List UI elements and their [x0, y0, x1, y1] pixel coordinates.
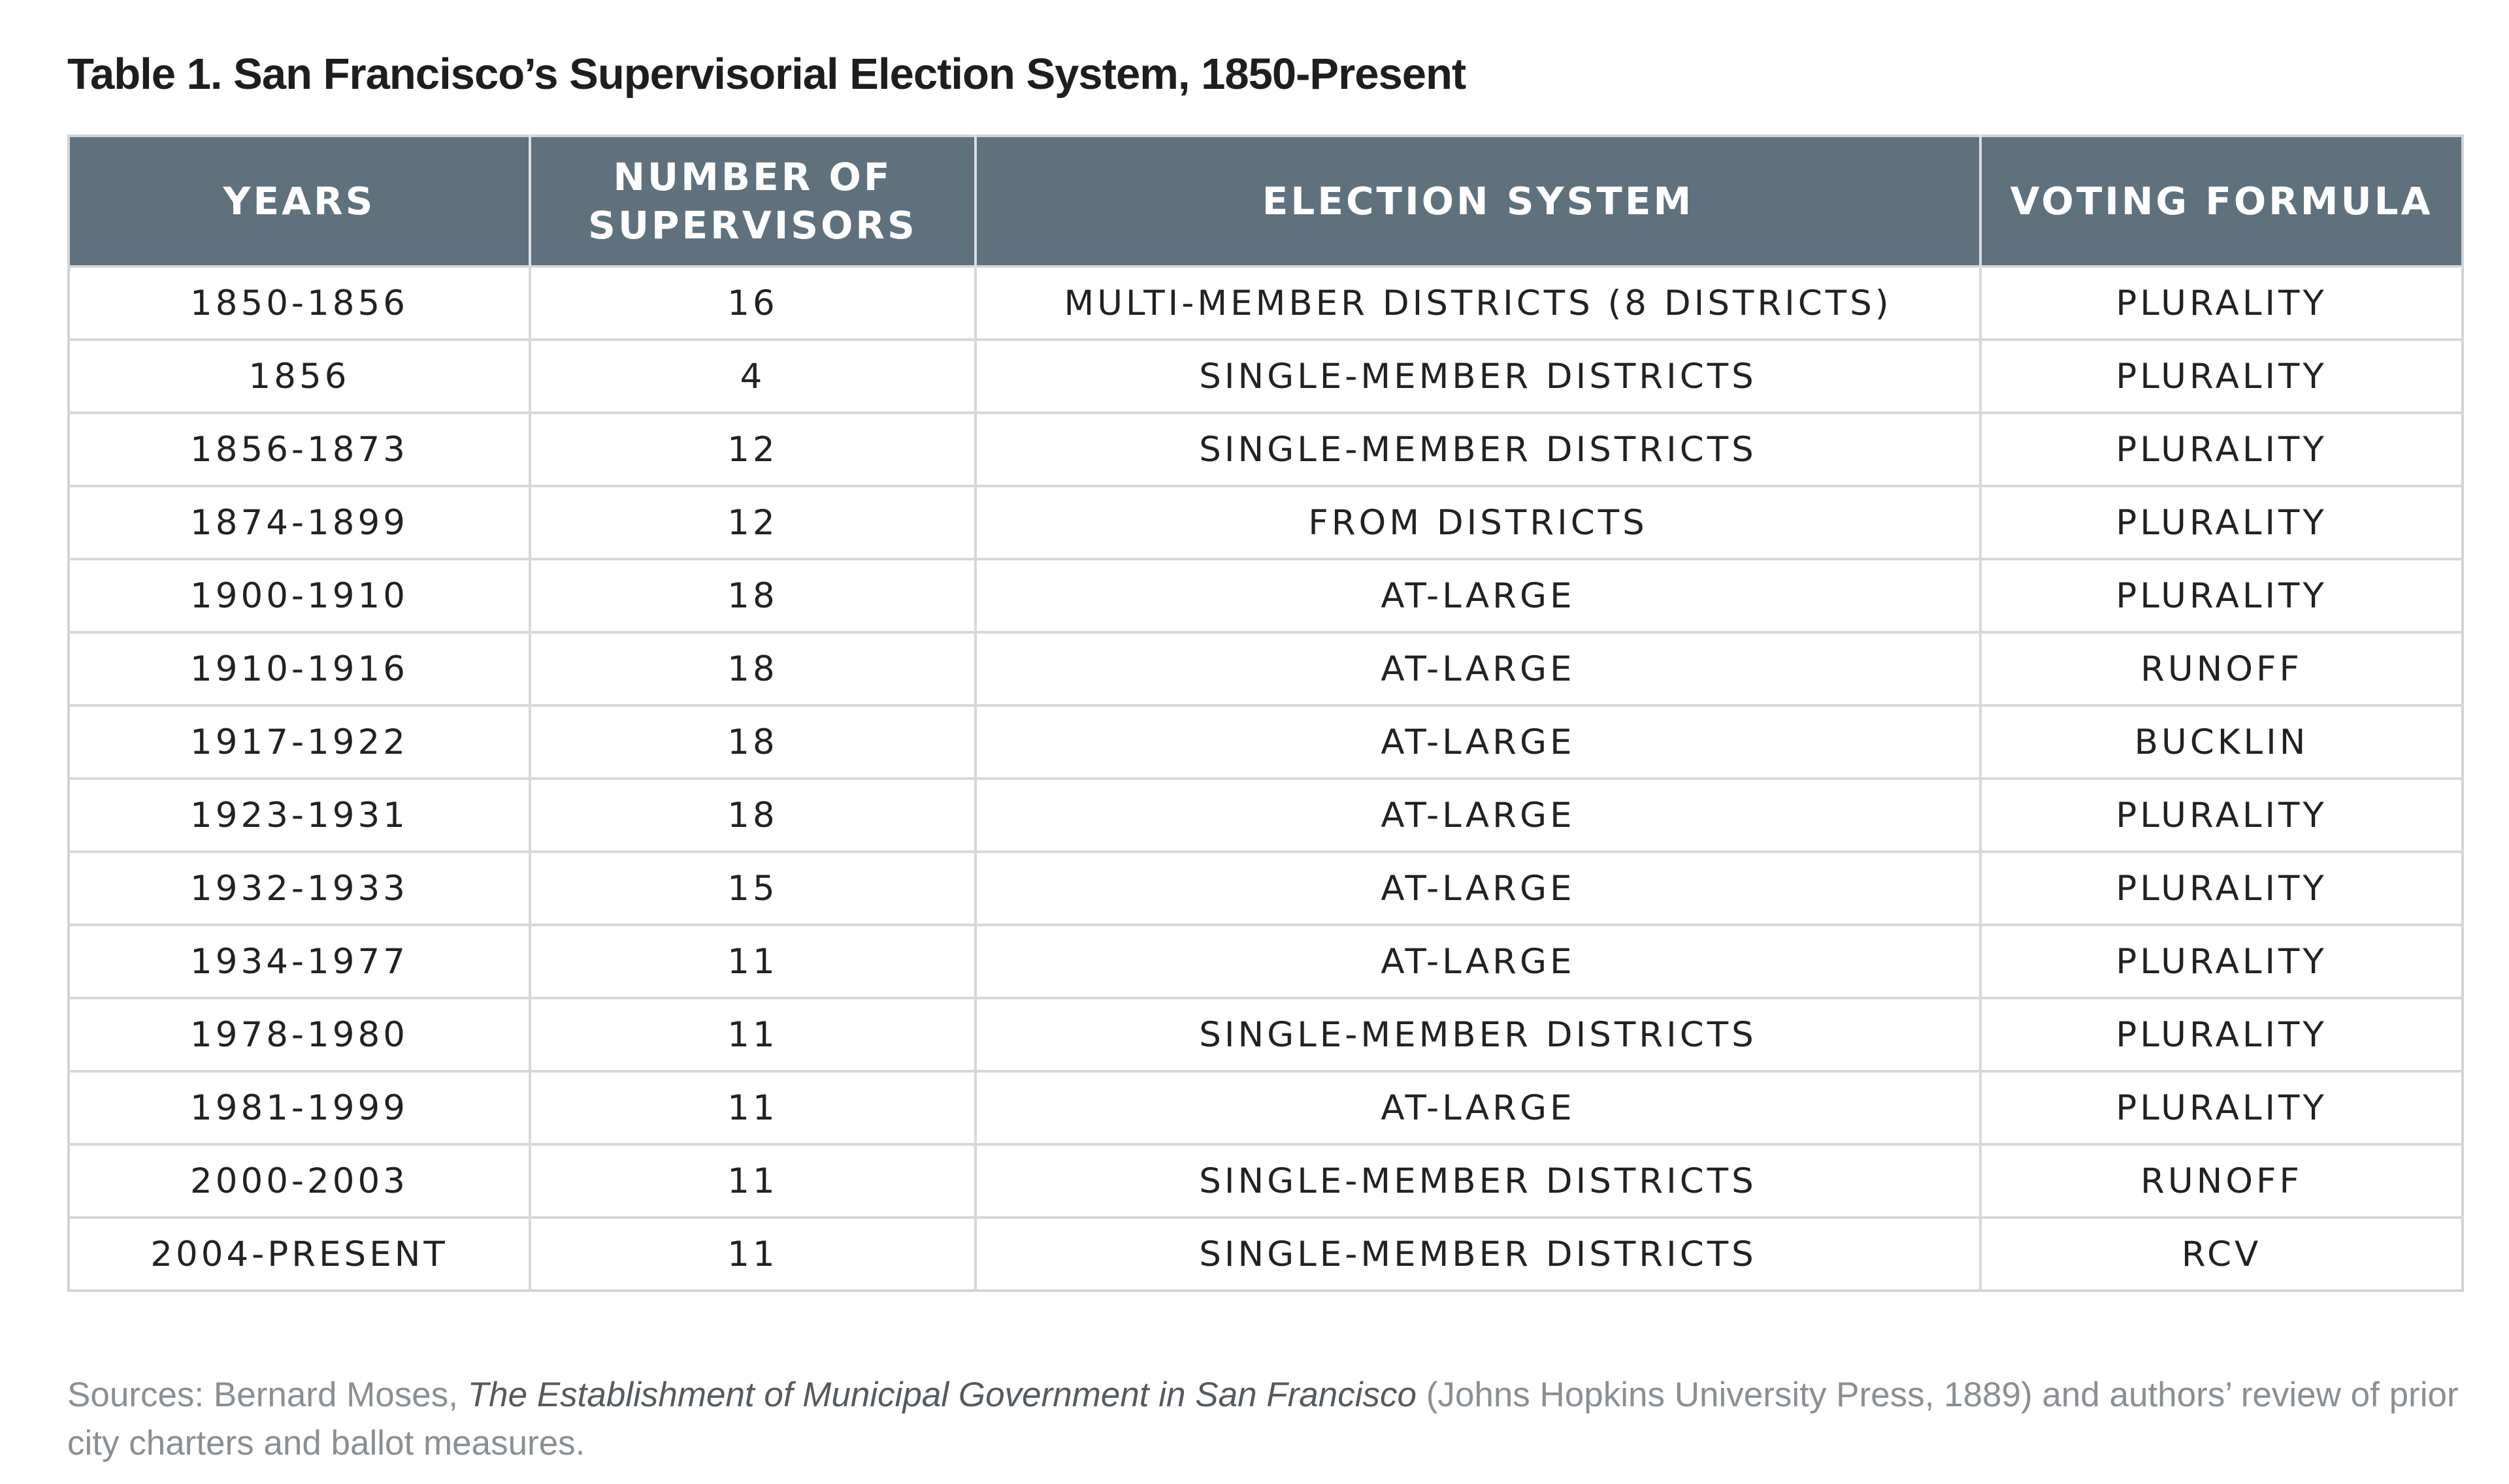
cell-election-system: SINGLE-MEMBER DISTRICTS [976, 413, 1980, 486]
cell-years: 2004-PRESENT [69, 1218, 530, 1291]
table-row [69, 852, 2463, 925]
table-row [69, 1144, 2463, 1218]
cell-voting-formula: PLURALITY [1980, 998, 2463, 1071]
cell-election-system: MULTI-MEMBER DISTRICTS (8 DISTRICTS) [976, 266, 1980, 340]
table-row [69, 632, 2463, 705]
cell-supervisors: 11 [530, 998, 976, 1071]
cell-supervisors: 11 [530, 1218, 976, 1291]
cell-election-system: SINGLE-MEMBER DISTRICTS [976, 340, 1980, 413]
cell-election-system: SINGLE-MEMBER DISTRICTS [976, 1218, 1980, 1291]
cell-election-system: SINGLE-MEMBER DISTRICTS [976, 1144, 1980, 1218]
cell-years: 2000-2003 [69, 1144, 530, 1218]
table-title: Table 1. San Francisco’s Supervisorial Election System, 1850-Present [67, 50, 1466, 99]
cell-voting-formula: PLURALITY [1980, 266, 2463, 340]
cell-voting-formula: PLURALITY [1980, 1071, 2463, 1144]
header-row [69, 136, 2463, 266]
table-row [69, 559, 2463, 632]
cell-election-system: AT-LARGE [976, 779, 1980, 852]
cell-voting-formula: RUNOFF [1980, 1144, 2463, 1218]
cell-years: 1900-1910 [69, 559, 530, 632]
cell-years: 1934-1977 [69, 925, 530, 998]
header-number-of-supervisors: NUMBER OF SUPERVISORS [530, 136, 976, 266]
cell-voting-formula: PLURALITY [1980, 486, 2463, 559]
table-row [69, 266, 2463, 340]
cell-years: 1850-1856 [69, 266, 530, 340]
cell-supervisors: 16 [530, 266, 976, 340]
cell-years: 1981-1999 [69, 1071, 530, 1144]
table-row [69, 340, 2463, 413]
cell-supervisors: 15 [530, 852, 976, 925]
cell-supervisors: 18 [530, 632, 976, 705]
cell-election-system: AT-LARGE [976, 559, 1980, 632]
header-voting-formula: VOTING FORMULA [1980, 136, 2463, 266]
cell-supervisors: 18 [530, 559, 976, 632]
cell-election-system: AT-LARGE [976, 1071, 1980, 1144]
table-row [69, 925, 2463, 998]
cell-years: 1856 [69, 340, 530, 413]
cell-supervisors: 12 [530, 413, 976, 486]
cell-supervisors: 11 [530, 1071, 976, 1144]
table-body [69, 266, 2463, 1291]
sources-note [67, 1371, 2461, 1468]
table-row [69, 486, 2463, 559]
cell-supervisors: 18 [530, 705, 976, 779]
table-row [69, 413, 2463, 486]
cell-voting-formula: PLURALITY [1980, 852, 2463, 925]
table-row [69, 779, 2463, 852]
cell-supervisors: 11 [530, 925, 976, 998]
cell-years: 1874-1899 [69, 486, 530, 559]
table-row [69, 998, 2463, 1071]
cell-election-system: FROM DISTRICTS [976, 486, 1980, 559]
election-system-table [67, 135, 2464, 1292]
cell-voting-formula: PLURALITY [1980, 779, 2463, 852]
cell-voting-formula: RUNOFF [1980, 632, 2463, 705]
table-row [69, 1218, 2463, 1291]
cell-voting-formula: RCV [1980, 1218, 2463, 1291]
sources-book-title: The Establishment of Municipal Government in San Francisco [467, 1376, 1417, 1414]
sources-suffix: (Johns Hopkins University Press, 1889) and authors’ review of prior city charters and ballot measures. [67, 1376, 2459, 1462]
cell-voting-formula: BUCKLIN [1980, 705, 2463, 779]
cell-supervisors: 11 [530, 1144, 976, 1218]
cell-election-system: AT-LARGE [976, 852, 1980, 925]
cell-supervisors: 12 [530, 486, 976, 559]
cell-election-system: AT-LARGE [976, 632, 1980, 705]
cell-years: 1856-1873 [69, 413, 530, 486]
cell-election-system: AT-LARGE [976, 705, 1980, 779]
cell-years: 1923-1931 [69, 779, 530, 852]
cell-supervisors: 18 [530, 779, 976, 852]
header-years: YEARS [69, 136, 530, 266]
table-row [69, 705, 2463, 779]
document-page [67, 42, 2461, 1462]
header-election-system: ELECTION SYSTEM [976, 136, 1980, 266]
cell-years: 1917-1922 [69, 705, 530, 779]
cell-voting-formula: PLURALITY [1980, 925, 2463, 998]
cell-years: 1910-1916 [69, 632, 530, 705]
cell-years: 1978-1980 [69, 998, 530, 1071]
cell-voting-formula: PLURALITY [1980, 413, 2463, 486]
cell-election-system: SINGLE-MEMBER DISTRICTS [976, 998, 1980, 1071]
cell-voting-formula: PLURALITY [1980, 559, 2463, 632]
table-row [69, 1071, 2463, 1144]
cell-voting-formula: PLURALITY [1980, 340, 2463, 413]
cell-election-system: AT-LARGE [976, 925, 1980, 998]
sources-prefix: Sources: Bernard Moses, [67, 1376, 468, 1414]
cell-supervisors: 4 [530, 340, 976, 413]
cell-years: 1932-1933 [69, 852, 530, 925]
